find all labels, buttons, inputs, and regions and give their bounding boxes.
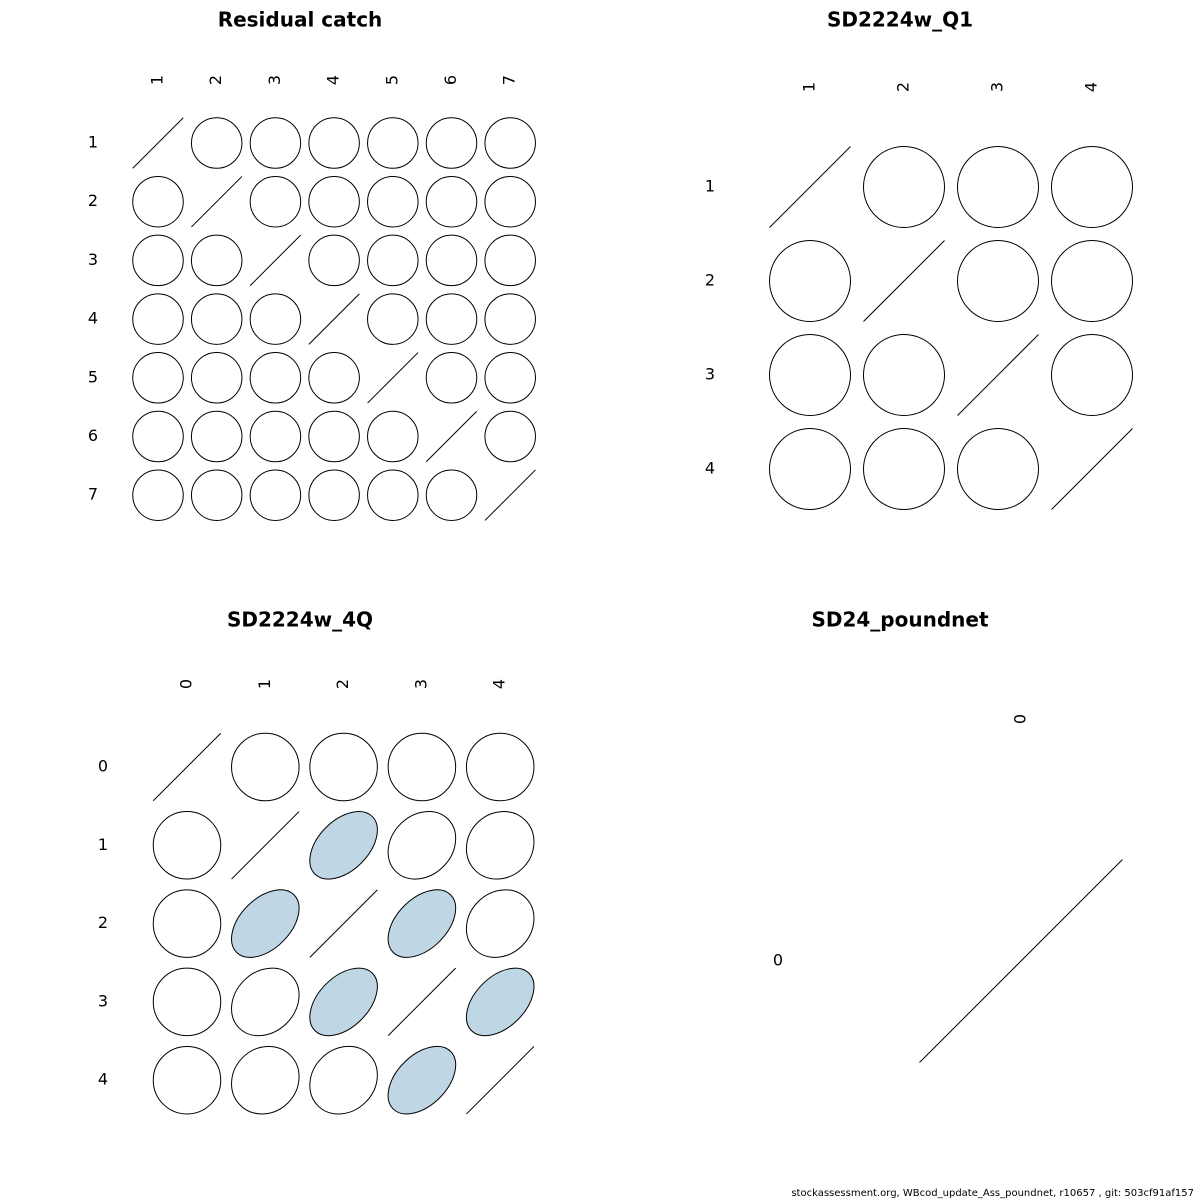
diagonal-line bbox=[864, 241, 945, 322]
correlation-ellipse bbox=[847, 130, 962, 245]
diagonal-line bbox=[310, 890, 378, 958]
correlation-ellipse bbox=[122, 225, 193, 296]
correlation-ellipse bbox=[122, 166, 193, 237]
correlation-ellipse bbox=[296, 719, 391, 814]
correlation-ellipse bbox=[218, 1033, 313, 1128]
correlation-ellipse bbox=[298, 401, 369, 472]
correlation-ellipse bbox=[416, 225, 487, 296]
correlation-ellipse bbox=[374, 798, 469, 893]
correlation-ellipse bbox=[296, 1033, 391, 1128]
correlation-ellipse bbox=[357, 459, 428, 530]
correlation-panel bbox=[98, 608, 548, 1128]
correlation-ellipse bbox=[181, 283, 252, 354]
panel-title: SD2224w_Q1 bbox=[826, 7, 974, 32]
correlation-ellipse bbox=[139, 954, 234, 1049]
correlation-ellipse bbox=[122, 283, 193, 354]
diagonal-line bbox=[466, 1046, 534, 1114]
correlation-ellipse bbox=[474, 225, 545, 296]
correlation-ellipse bbox=[452, 719, 547, 814]
column-label: 5 bbox=[382, 74, 402, 86]
row-label: 3 bbox=[97, 991, 109, 1011]
correlation-ellipse bbox=[298, 166, 369, 237]
correlation-ellipse bbox=[454, 955, 547, 1048]
correlation-ellipse bbox=[357, 225, 428, 296]
correlation-ellipse bbox=[941, 130, 1056, 245]
correlation-ellipse bbox=[139, 876, 234, 971]
column-label: 1 bbox=[147, 74, 167, 86]
diagonal-line bbox=[368, 353, 419, 404]
correlation-ellipse bbox=[1035, 130, 1150, 245]
correlation-ellipse bbox=[240, 401, 311, 472]
column-label: 3 bbox=[987, 81, 1007, 93]
correlation-ellipse bbox=[122, 401, 193, 472]
row-label: 6 bbox=[87, 426, 99, 445]
diagonal-line bbox=[426, 411, 477, 462]
correlation-ellipse bbox=[181, 342, 252, 413]
row-label: 7 bbox=[87, 484, 99, 504]
row-label: 2 bbox=[704, 270, 716, 290]
correlation-ellipse bbox=[753, 412, 868, 527]
column-label: 4 bbox=[323, 74, 343, 86]
correlation-ellipse bbox=[357, 166, 428, 237]
column-label: 3 bbox=[264, 74, 284, 86]
correlation-ellipse bbox=[357, 107, 428, 178]
correlation-ellipse bbox=[375, 1034, 468, 1127]
correlation-ellipse bbox=[240, 459, 311, 530]
row-label: 3 bbox=[704, 364, 716, 384]
footer-credit: stockassessment.org, WBcod_update_Ass_poundnet, r10657 , git: 503cf91af157 bbox=[791, 1188, 1194, 1199]
correlation-ellipse bbox=[357, 401, 428, 472]
correlation-ellipse bbox=[416, 283, 487, 354]
correlation-ellipse bbox=[941, 224, 1056, 339]
correlation-panel bbox=[88, 8, 546, 531]
panel-title: Residual catch bbox=[217, 7, 383, 32]
correlation-ellipse bbox=[240, 166, 311, 237]
diagonal-line bbox=[958, 335, 1039, 416]
column-label: 7 bbox=[499, 74, 519, 86]
row-label: 1 bbox=[97, 834, 109, 854]
correlation-ellipse bbox=[122, 459, 193, 530]
correlation-ellipse bbox=[474, 107, 545, 178]
correlation-ellipse bbox=[1035, 318, 1150, 433]
diagonal-line bbox=[250, 235, 301, 286]
row-label: 2 bbox=[97, 913, 109, 933]
column-label: 3 bbox=[411, 678, 431, 690]
correlation-ellipse bbox=[374, 719, 469, 814]
panel-title: SD24_poundnet bbox=[811, 607, 989, 632]
panel-title: SD2224w_4Q bbox=[226, 607, 374, 632]
diagonal-line bbox=[191, 176, 242, 227]
correlation-ellipse bbox=[416, 166, 487, 237]
correlation-ellipse bbox=[139, 798, 234, 893]
correlation-ellipse bbox=[181, 107, 252, 178]
diagonal-line bbox=[770, 147, 851, 228]
row-label: 4 bbox=[704, 458, 716, 478]
correlation-panel bbox=[705, 8, 1149, 527]
correlation-ellipse bbox=[753, 318, 868, 433]
correlation-ellipse bbox=[1035, 224, 1150, 339]
correlation-ellipse bbox=[298, 459, 369, 530]
correlation-ellipse bbox=[474, 166, 545, 237]
correlation-ellipse bbox=[139, 1032, 234, 1127]
column-label: 6 bbox=[441, 74, 460, 86]
correlation-ellipse bbox=[181, 225, 252, 296]
correlation-ellipse bbox=[847, 318, 962, 433]
correlation-ellipse bbox=[375, 877, 468, 970]
correlation-ellipse bbox=[297, 799, 390, 892]
column-label: 0 bbox=[176, 678, 196, 690]
diagonal-line bbox=[1052, 429, 1133, 510]
correlation-ellipse bbox=[941, 412, 1056, 527]
column-label: 1 bbox=[254, 678, 274, 690]
correlation-ellipse bbox=[218, 719, 313, 814]
diagonal-line bbox=[309, 294, 360, 345]
column-label: 2 bbox=[333, 678, 353, 690]
correlation-ellipse bbox=[357, 283, 428, 354]
row-label: 3 bbox=[87, 249, 99, 269]
correlation-ellipse bbox=[453, 798, 548, 893]
row-label: 0 bbox=[772, 950, 784, 970]
diagonal-line bbox=[388, 968, 456, 1036]
column-label: 4 bbox=[489, 678, 509, 690]
correlation-panel bbox=[773, 608, 1123, 1063]
correlation-ellipse bbox=[416, 459, 487, 530]
correlation-ellipse bbox=[240, 342, 311, 413]
correlation-ellipse bbox=[474, 283, 545, 354]
correlation-ellipse bbox=[218, 954, 313, 1049]
correlation-ellipse bbox=[416, 342, 487, 413]
row-label: 2 bbox=[87, 191, 99, 211]
correlation-ellipse bbox=[298, 225, 369, 296]
correlation-ellipse bbox=[181, 459, 252, 530]
diagonal-line bbox=[920, 860, 1123, 1063]
row-label: 1 bbox=[704, 176, 716, 196]
diagonal-line bbox=[232, 812, 299, 880]
correlation-ellipse bbox=[181, 401, 252, 472]
diagonal-line bbox=[153, 733, 221, 801]
column-label: 1 bbox=[799, 81, 819, 93]
row-label: 5 bbox=[87, 367, 99, 387]
correlation-ellipse bbox=[474, 342, 545, 413]
correlation-ellipse bbox=[122, 342, 193, 413]
correlation-ellipse bbox=[416, 107, 487, 178]
correlation-ellipse bbox=[453, 876, 548, 971]
correlation-ellipse bbox=[240, 107, 311, 178]
row-label: 0 bbox=[97, 756, 109, 776]
correlation-ellipse bbox=[474, 401, 545, 472]
row-label: 4 bbox=[87, 308, 99, 328]
correlation-ellipse bbox=[219, 877, 312, 970]
column-label: 0 bbox=[1010, 713, 1030, 725]
correlation-ellipse bbox=[847, 412, 962, 527]
correlation-ellipse bbox=[298, 107, 369, 178]
row-label: 1 bbox=[87, 132, 99, 152]
diagonal-line bbox=[133, 118, 184, 169]
correlation-ellipse bbox=[297, 955, 390, 1048]
column-label: 4 bbox=[1081, 81, 1101, 93]
column-label: 2 bbox=[206, 74, 226, 86]
column-label: 2 bbox=[893, 81, 913, 93]
correlation-ellipse bbox=[240, 283, 311, 354]
correlation-ellipse bbox=[298, 342, 369, 413]
diagonal-line bbox=[485, 470, 536, 521]
row-label: 4 bbox=[97, 1069, 109, 1089]
correlation-ellipse bbox=[753, 224, 868, 339]
